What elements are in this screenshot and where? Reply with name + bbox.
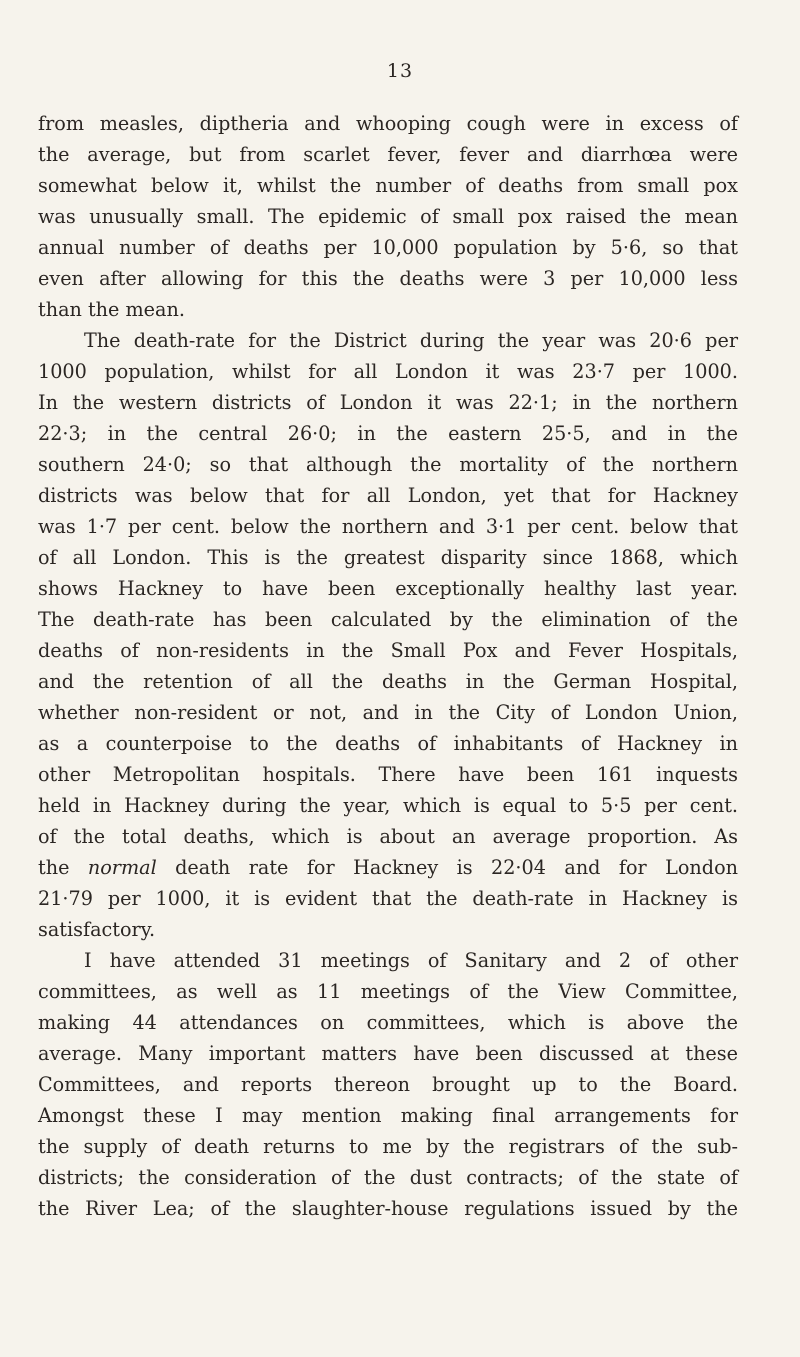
text-line: 1000 population, whilst for all London it was 23·7 per 1000. [38, 360, 738, 383]
text-segment: the [38, 856, 88, 879]
text-line: shows Hackney to have been exceptionally healthy last year. [38, 577, 738, 600]
page-number: 13 [386, 60, 414, 82]
text-line: 21·79 per 1000, it is evident that the death-rate in Hackney is [38, 887, 738, 910]
italic-word: normal [87, 856, 157, 879]
text-line: committees, as well as 11 meetings of the View Committee, [38, 980, 738, 1003]
text-segment: death rate for Hackney is 22·04 and for London [156, 856, 738, 879]
text-line: the average, but from scarlet fever, fever and diarrhœa were [38, 143, 738, 166]
text-line: was unusually small. The epidemic of small pox raised the mean [38, 205, 738, 228]
text-line: even after allowing for this the deaths were 3 per 10,000 less [38, 267, 738, 290]
text-line: of the total deaths, which is about an average proportion. As [38, 825, 738, 848]
text-line: whether non-resident or not, and in the City of London Union, [38, 701, 738, 724]
text-line: held in Hackney during the year, which is equal to 5·5 per cent. [38, 794, 738, 817]
text-line: Committees, and reports thereon brought up to the Board. [38, 1073, 738, 1096]
text-line: districts; the consideration of the dust contracts; of the state of [38, 1166, 738, 1189]
text-line: other Metropolitan hospitals. There have been 161 inquests [38, 763, 738, 786]
paragraph-2 [38, 325, 738, 945]
text-line: deaths of non-residents in the Small Pox and Fever Hospitals, [38, 639, 738, 662]
text-line: than the mean. [38, 298, 185, 321]
text-line: average. Many important matters have been discussed at these [38, 1042, 738, 1065]
body-text [38, 108, 738, 1224]
text-line: In the western districts of London it was 22·1; in the northern [38, 391, 738, 414]
text-line: and the retention of all the deaths in the German Hospital, [38, 670, 738, 693]
text-line: Amongst these I may mention making final arrangements for [38, 1104, 738, 1127]
text-line: was 1·7 per cent. below the northern and 3·1 per cent. below that [38, 515, 738, 538]
text-line: The death-rate for the District during the year was 20·6 per [84, 329, 738, 352]
text-line: I have attended 31 meetings of Sanitary and 2 of other [84, 949, 738, 972]
text-line: of all London. This is the greatest disparity since 1868, which [38, 546, 738, 569]
text-line: as a counterpoise to the deaths of inhabitants of Hackney in [38, 732, 738, 755]
paragraph-3 [38, 945, 738, 1224]
text-line: from measles, diptheria and whooping cough were in excess of [38, 112, 738, 135]
text-line-normal-death-rate [38, 852, 738, 883]
text-line: districts was below that for all London, yet that for Hackney [38, 484, 738, 507]
text-line: satisfactory. [38, 918, 156, 941]
text-line: southern 24·0; so that although the mortality of the northern [38, 453, 738, 476]
text-line: making 44 attendances on committees, which is above the [38, 1011, 738, 1034]
text-line: The death-rate has been calculated by the elimination of the [38, 608, 738, 631]
text-line: the River Lea; of the slaughter-house regulations issued by the [38, 1197, 738, 1220]
text-line: somewhat below it, whilst the number of deaths from small pox [38, 174, 738, 197]
paragraph-1 [38, 108, 738, 325]
text-line: annual number of deaths per 10,000 population by 5·6, so that [38, 236, 738, 259]
text-line: the supply of death returns to me by the registrars of the sub- [38, 1135, 738, 1158]
text-line: 22·3; in the central 26·0; in the eastern 25·5, and in the [38, 422, 738, 445]
